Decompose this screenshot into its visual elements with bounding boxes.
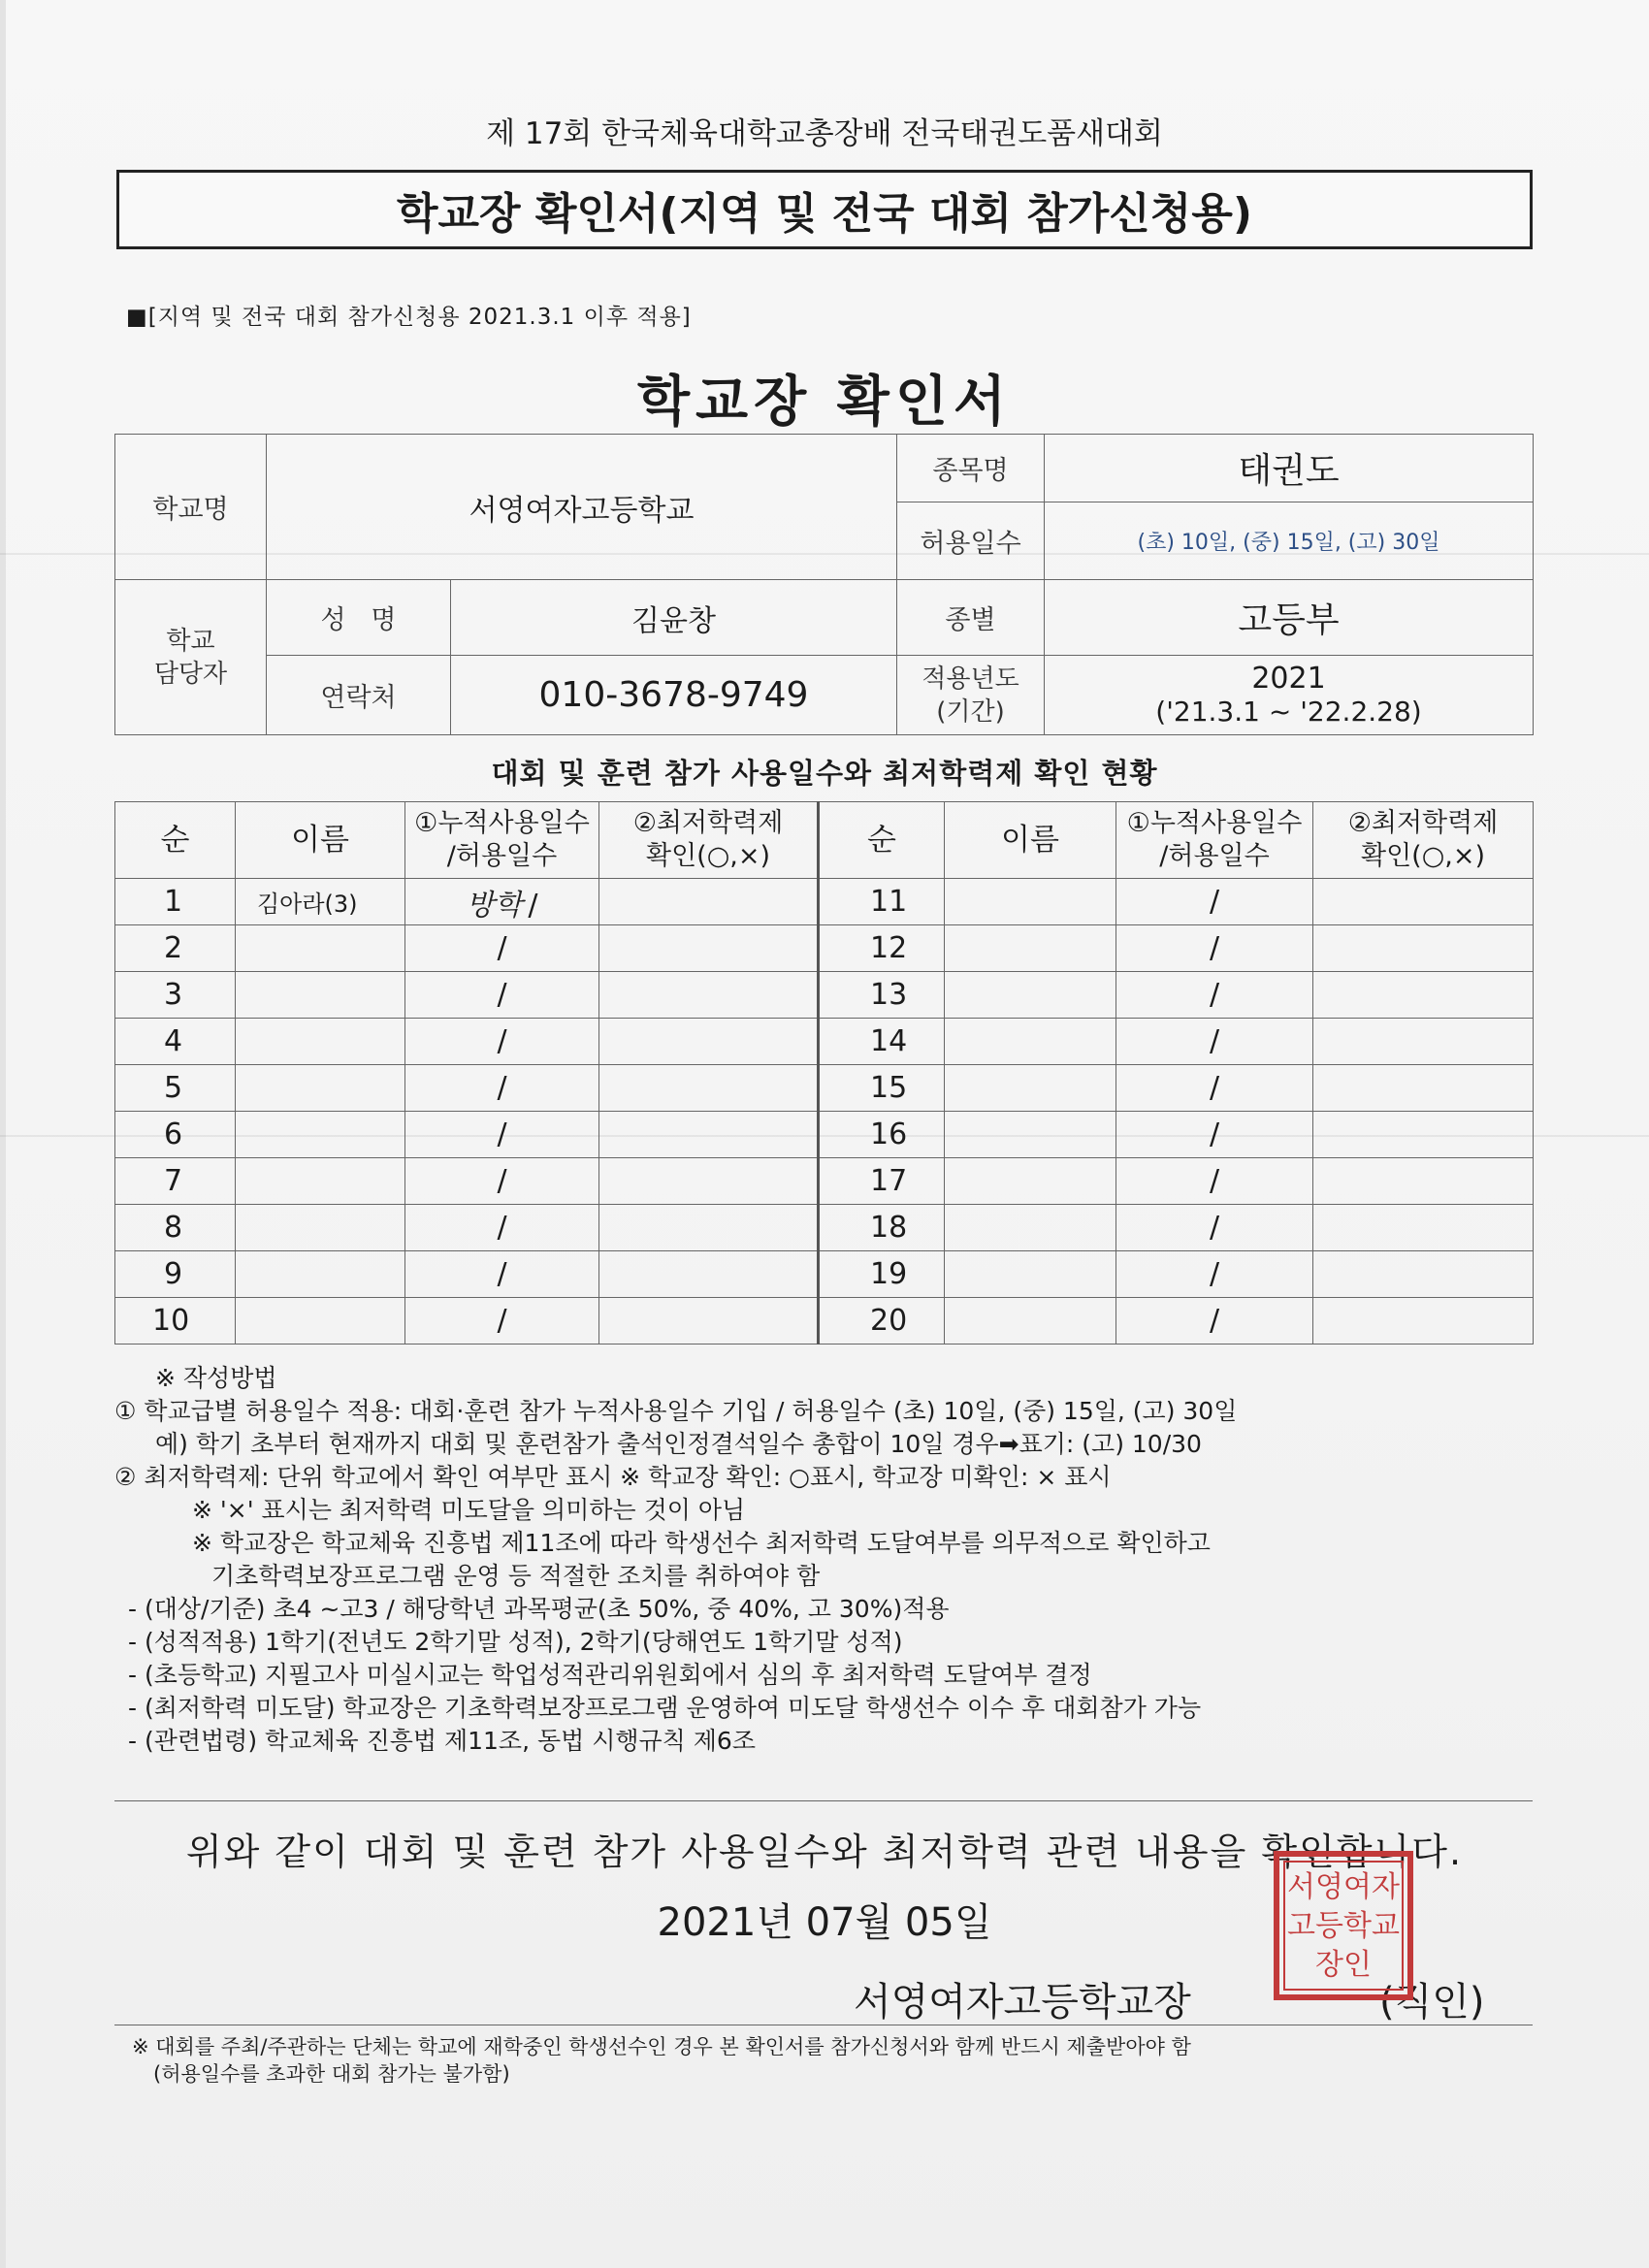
table-row xyxy=(115,925,1534,972)
row-no: 9 xyxy=(115,1251,236,1298)
info-table xyxy=(114,434,1534,735)
row-days-right: / xyxy=(1116,1298,1313,1345)
col-days-header-right-line2: /허용일수 xyxy=(1159,841,1270,871)
row-check xyxy=(599,1158,819,1205)
footer-note xyxy=(132,2033,1548,2088)
svg-text:서영여자: 서영여자 xyxy=(1287,1870,1400,1904)
row-no: 2 xyxy=(115,925,236,972)
roster-subtitle: 대회 및 훈련 참가 사용일수와 최저학력제 확인 현황 xyxy=(491,757,1158,790)
col-name-header-right: 이름 xyxy=(945,802,1116,879)
confirmation-statement: 위와 같이 대회 및 훈련 참가 사용일수와 최저학력 관련 내용을 확인합니다. xyxy=(185,1831,1464,1873)
row-name-right xyxy=(945,1065,1116,1112)
row-days: / xyxy=(405,925,599,972)
row-check xyxy=(599,1065,819,1112)
row-check-right xyxy=(1313,879,1534,925)
row-no: 10 xyxy=(115,1298,236,1345)
row-name-right xyxy=(945,1251,1116,1298)
year-label xyxy=(897,656,1045,735)
event-label: 종목명 xyxy=(897,435,1045,502)
row-days xyxy=(405,879,599,925)
row-check xyxy=(599,925,819,972)
notes-heading: ※ 작성방법 xyxy=(155,1364,277,1392)
row-no-right: 19 xyxy=(819,1251,945,1298)
row-days-right: / xyxy=(1116,1205,1313,1251)
row-days: / xyxy=(405,972,599,1019)
year-value-line2: ('21.3.1 ~ '22.2.28) xyxy=(1155,695,1422,728)
row-days: / xyxy=(405,1205,599,1251)
notes-line: ※ 학교장은 학교체육 진흥법 제11조에 따라 학생선수 최저학력 도달여부를 의무적으로 확인하고 xyxy=(192,1529,1211,1557)
row-check-right xyxy=(1313,972,1534,1019)
row-name-right xyxy=(945,1158,1116,1205)
table-row xyxy=(115,1158,1534,1205)
instructions xyxy=(114,1362,1550,1758)
table-row xyxy=(115,972,1534,1019)
row-no: 1 xyxy=(115,879,236,925)
name-label: 성 명 xyxy=(267,580,451,656)
manager-label-line1: 학교 xyxy=(166,626,215,656)
row-no: 4 xyxy=(115,1019,236,1065)
row-days-right: / xyxy=(1116,879,1313,925)
row-check xyxy=(599,1112,819,1158)
row-name xyxy=(236,1112,405,1158)
division-label: 종별 xyxy=(897,580,1045,656)
row-check-right xyxy=(1313,1065,1534,1112)
row-days-right: / xyxy=(1116,1112,1313,1158)
row-no-right: 14 xyxy=(819,1019,945,1065)
notes-line: - (성적적용) 1학기(전년도 2학기말 성적), 2학기(당해연도 1학기말 성적) xyxy=(128,1628,903,1656)
row-no-right: 11 xyxy=(819,879,945,925)
row-days: / xyxy=(405,1158,599,1205)
col-days-header-line2: /허용일수 xyxy=(446,841,558,871)
row-check-right xyxy=(1313,1019,1534,1065)
divider xyxy=(114,1800,1533,1801)
row-days-right: / xyxy=(1116,972,1313,1019)
col-days-header xyxy=(405,802,599,879)
notes-line: 예) 학기 초부터 현재까지 대회 및 훈련참가 출석인정결석일수 총합이 10일 경우➡표기: (고) 10/30 xyxy=(155,1430,1202,1458)
row-name xyxy=(236,972,405,1019)
row-name: 김아라(3) xyxy=(236,879,405,925)
row-name-right xyxy=(945,1205,1116,1251)
contact-label: 연락처 xyxy=(267,656,451,735)
roster-table xyxy=(114,801,1534,1345)
manager-label-line2: 담당자 xyxy=(153,659,228,689)
row-check xyxy=(599,879,819,925)
row-check-right xyxy=(1313,1158,1534,1205)
row-check-right xyxy=(1313,925,1534,972)
col-days-header-right-line1: ①누적사용일수 xyxy=(1126,808,1303,838)
row-name xyxy=(236,1298,405,1345)
form-note: ■[지역 및 전국 대회 참가신청용 2021.3.1 이후 적용] xyxy=(126,305,692,330)
row-name-right xyxy=(945,1112,1116,1158)
row-name xyxy=(236,1158,405,1205)
notes-line: 기초학력보장프로그램 운영 등 적절한 조치를 취하여야 함 xyxy=(211,1562,821,1590)
footer-line: (허용일수를 초과한 대회 참가는 불가함) xyxy=(153,2062,510,2086)
row-no: 8 xyxy=(115,1205,236,1251)
event-value: 태권도 xyxy=(1045,435,1534,502)
notes-line: ※ '×' 표시는 최저학력 미도달을 의미하는 것이 아님 xyxy=(192,1496,746,1524)
col-check-header-line1: ②최저학력제 xyxy=(632,808,784,838)
table-row xyxy=(115,1298,1534,1345)
year-value-line1: 2021 xyxy=(1251,661,1326,696)
row-name xyxy=(236,1065,405,1112)
col-check-header-line2: 확인(○,×) xyxy=(646,841,770,871)
seal-label: (직인) xyxy=(1379,1980,1485,2025)
row-no: 7 xyxy=(115,1158,236,1205)
row-no: 3 xyxy=(115,972,236,1019)
row-name-right xyxy=(945,1298,1116,1345)
row-name-right xyxy=(945,1019,1116,1065)
col-no-header-right: 순 xyxy=(819,802,945,879)
col-check-header-right-line2: 확인(○,×) xyxy=(1361,841,1485,871)
row-no-right: 15 xyxy=(819,1065,945,1112)
row-no-right: 20 xyxy=(819,1298,945,1345)
handwritten-note: 방학 xyxy=(466,888,523,923)
contact-value: 010-3678-9749 xyxy=(451,656,897,735)
table-row xyxy=(115,879,1534,925)
year-value xyxy=(1045,656,1534,735)
row-days: / xyxy=(405,1019,599,1065)
row-name xyxy=(236,1251,405,1298)
manager-label xyxy=(115,580,267,735)
row-name-right xyxy=(945,879,1116,925)
row-slash: / xyxy=(528,888,538,923)
row-check xyxy=(599,1298,819,1345)
year-label-line2: (기간) xyxy=(936,697,1005,727)
svg-text:장인: 장인 xyxy=(1315,1948,1372,1982)
row-check-right xyxy=(1313,1298,1534,1345)
col-check-header-right xyxy=(1313,802,1534,879)
event-title: 제 17회 한국체육대학교총장배 전국태권도품새대회 xyxy=(486,116,1163,151)
division-value: 고등부 xyxy=(1045,580,1534,656)
official-seal-stamp xyxy=(1271,1848,1416,2003)
footer-line: ※ 대회를 주최/주관하는 단체는 학교에 재학중인 학생선수인 경우 본 확인서를 참가신청서와 함께 반드시 제출받아야 함 xyxy=(132,2035,1191,2058)
name-value: 김윤창 xyxy=(451,580,897,656)
notes-line: - (관련법령) 학교체육 진흥법 제11조, 동법 시행규칙 제6조 xyxy=(128,1727,756,1755)
row-name xyxy=(236,1205,405,1251)
col-check-header xyxy=(599,802,819,879)
col-no-header: 순 xyxy=(115,802,236,879)
svg-text:고등학교: 고등학교 xyxy=(1287,1909,1400,1943)
row-check xyxy=(599,972,819,1019)
notes-line: - (최저학력 미도달) 학교장은 기초학력보장프로그램 운영하여 미도달 학생선수 이수 후 대회참가 가능 xyxy=(128,1694,1202,1722)
school-value: 서영여자고등학교 xyxy=(267,435,897,580)
notes-line: ① 학교급별 허용일수 적용: 대회·훈련 참가 누적사용일수 기입 / 허용일수 (초) 10일, (중) 15일, (고) 30일 xyxy=(114,1397,1238,1425)
row-name xyxy=(236,1019,405,1065)
notes-line: - (대상/기준) 초4 ~고3 / 해당학년 과목평균(초 50%, 중 40%, 고 30%)적용 xyxy=(128,1595,950,1623)
table-row xyxy=(115,1065,1534,1112)
row-days: / xyxy=(405,1112,599,1158)
banner-title: 학교장 확인서(지역 및 전국 대회 참가신청용) xyxy=(116,170,1533,249)
row-no: 6 xyxy=(115,1112,236,1158)
row-days: / xyxy=(405,1065,599,1112)
row-name-right xyxy=(945,925,1116,972)
row-check-right xyxy=(1313,1251,1534,1298)
notes-line: ② 최저학력제: 단위 학교에서 확인 여부만 표시 ※ 학교장 확인: ○표시, 학교장 미확인: × 표시 xyxy=(114,1463,1112,1491)
row-no-right: 13 xyxy=(819,972,945,1019)
allowed-days-label: 허용일수 xyxy=(897,502,1045,580)
issue-date: 2021년 07월 05일 xyxy=(657,1900,992,1945)
principal-name: 서영여자고등학교장 xyxy=(854,1980,1191,2025)
col-days-header-line1: ①누적사용일수 xyxy=(414,808,590,838)
col-name-header: 이름 xyxy=(236,802,405,879)
row-no: 5 xyxy=(115,1065,236,1112)
row-name-right xyxy=(945,972,1116,1019)
col-check-header-right-line1: ②최저학력제 xyxy=(1347,808,1499,838)
row-no-right: 18 xyxy=(819,1205,945,1251)
row-no-right: 16 xyxy=(819,1112,945,1158)
row-name xyxy=(236,925,405,972)
row-check xyxy=(599,1205,819,1251)
row-days-right: / xyxy=(1116,1158,1313,1205)
col-days-header-right xyxy=(1116,802,1313,879)
school-label: 학교명 xyxy=(115,435,267,580)
year-label-line1: 적용년도 xyxy=(922,664,1019,694)
row-days-right: / xyxy=(1116,925,1313,972)
table-row xyxy=(115,1019,1534,1065)
row-days: / xyxy=(405,1298,599,1345)
row-no-right: 17 xyxy=(819,1158,945,1205)
table-row xyxy=(115,1205,1534,1251)
row-check-right xyxy=(1313,1205,1534,1251)
row-days-right: / xyxy=(1116,1251,1313,1298)
row-no-right: 12 xyxy=(819,925,945,972)
document-title: 학교장 확인서 xyxy=(636,371,1013,434)
table-row xyxy=(115,1251,1534,1298)
row-days-right: / xyxy=(1116,1019,1313,1065)
table-row xyxy=(115,1112,1534,1158)
notes-line: - (초등학교) 지필고사 미실시교는 학업성적관리위원회에서 심의 후 최저학력 도달여부 결정 xyxy=(128,1661,1092,1689)
row-check xyxy=(599,1019,819,1065)
row-days-right: / xyxy=(1116,1065,1313,1112)
row-check xyxy=(599,1251,819,1298)
row-days: / xyxy=(405,1251,599,1298)
row-check-right xyxy=(1313,1112,1534,1158)
roster-header-row xyxy=(115,802,1534,879)
allowed-days-value: (초) 10일, (중) 15일, (고) 30일 xyxy=(1045,502,1534,580)
